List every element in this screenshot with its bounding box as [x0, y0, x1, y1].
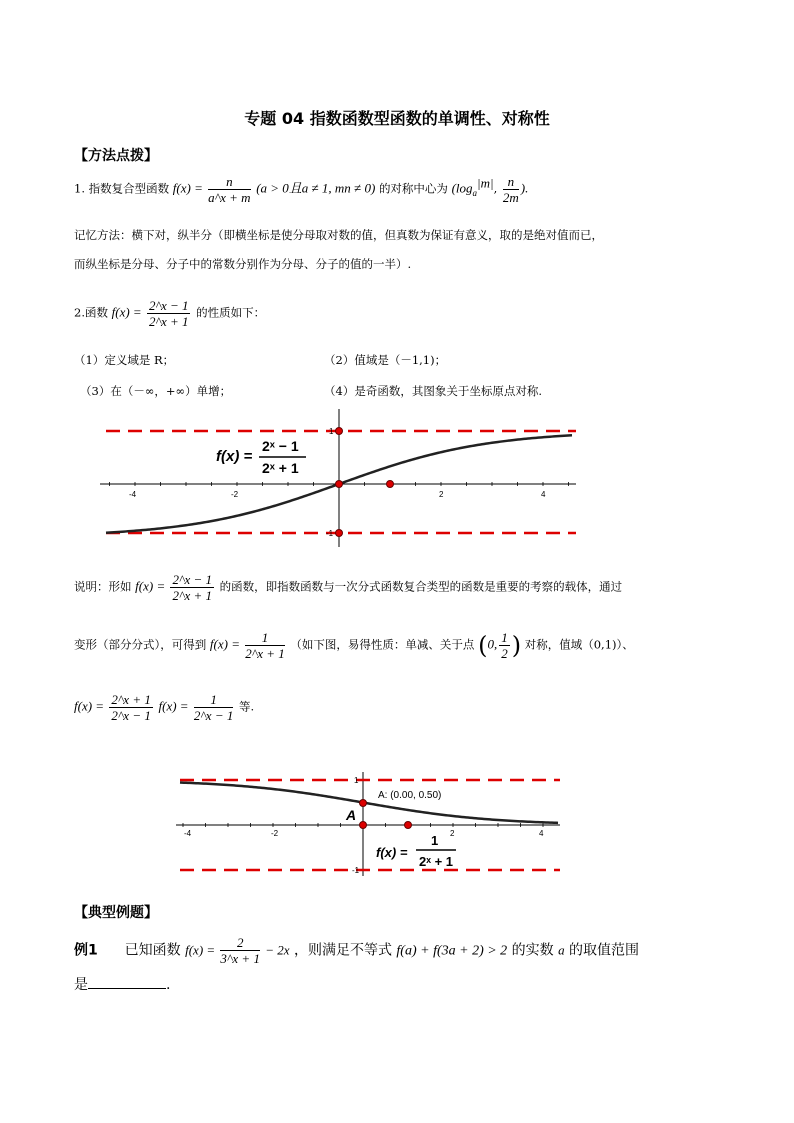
item1-fx: f(x) = — [172, 180, 207, 196]
item1-num: n — [208, 174, 250, 190]
item1-center-log: (log — [451, 180, 473, 196]
graph1-xtick-neg4: -4 — [129, 490, 137, 499]
item2-fx: f(x) = — [111, 304, 145, 320]
note-num2: 1 — [245, 630, 285, 646]
graph2-point-origin — [360, 822, 367, 829]
item1-fraction — [208, 174, 250, 205]
note-num3: 2^x + 1 — [111, 692, 151, 707]
note-den3: 2^x − 1 — [111, 708, 151, 723]
graph1-ytick-top: 1 — [329, 427, 334, 436]
example1-text3: 的实数 — [511, 942, 554, 959]
graph2-formula-num: 1 — [431, 833, 439, 848]
note-num4: 1 — [194, 692, 234, 708]
item1-center-abs: |m| — [477, 175, 494, 191]
item1-center-num: n — [503, 174, 519, 190]
note-fx: f(x) = — [135, 578, 169, 594]
example1-den: 3^x + 1 — [220, 951, 260, 966]
section-examples: 【典型例题】 — [74, 905, 158, 921]
example-1 — [74, 935, 639, 966]
answer-blank[interactable] — [88, 976, 166, 989]
graph2-ytick-bottom: -1 — [352, 866, 360, 875]
note-suffix: 的函数，即指数函数与一次分式函数复合类型的函数是重要的考察的载体，通过 — [219, 579, 623, 594]
item1-center-sub: a — [472, 187, 478, 198]
graph1-xtick-2: 2 — [439, 490, 444, 499]
graph2-formula-label: f(x) = — [376, 845, 408, 860]
graph-2 — [176, 770, 566, 878]
graph1-point-top — [336, 428, 343, 435]
item1-cond: (a > 0且a ≠ 1, mn ≠ 0) — [256, 180, 376, 196]
note-line3-fx: f(x) = — [74, 698, 108, 714]
item2-fraction — [147, 298, 191, 329]
example1-fraction — [220, 935, 260, 966]
page-title: 专题 04 指数函数型函数的单调性、对称性 — [244, 109, 550, 128]
graph1-formula-label: f(x) = — [216, 448, 253, 465]
graph1-point-x — [387, 481, 394, 488]
item2-prefix: 2.函数 — [74, 305, 112, 320]
example1-line2: 是 — [74, 977, 88, 993]
prop-2: （2）值域是（－1,1)； — [324, 353, 447, 367]
graph2-formula-den: 2ˣ + 1 — [419, 854, 454, 869]
item1-prefix: 1. 指数复合型函数 — [74, 181, 173, 196]
memo-line-2: 而纵坐标是分母、分子中的常数分别作为分母、分子的值的一半）. — [74, 257, 412, 271]
item1-den: a^x + m — [208, 190, 251, 205]
note-point-fraction — [499, 630, 510, 661]
graph1-point-bottom — [336, 530, 343, 537]
item-1: 1. 指数复合型函数 f(x) = $\frac{n}{a\^{}x + m}$ (a > 0且a ≠ 1, mn ≠ 0) 的对称中心为 ($\log_a^{|m|}$, $\frac{n}{2m}$ ). — [74, 174, 529, 205]
note-fraction-2 — [245, 630, 285, 661]
note-den4: 2^x − 1 — [193, 708, 234, 723]
note-line2-prefix: 变形（部分分式），可得到 — [74, 637, 210, 652]
prop-3: （3）在（－∞，+∞）单增； — [80, 384, 232, 398]
graph2-A-label: A — [346, 807, 357, 823]
example1-label: 例1 — [74, 942, 98, 959]
note-fraction-4 — [194, 692, 234, 723]
graph2-xtick-4: 4 — [539, 829, 544, 838]
note-line2-suffix: 对称，值域（0,1)）、 — [524, 637, 634, 652]
note-line-2 — [74, 630, 634, 661]
note-fraction — [170, 572, 214, 603]
example1-minus: − 2x — [261, 942, 290, 958]
graph2-curve — [180, 783, 558, 823]
note-line3-suffix: 等. — [239, 699, 255, 714]
item2-num: 2^x − 1 — [148, 298, 189, 313]
example1-fx: f(x) = — [185, 942, 219, 958]
note-den2: 2^x + 1 — [245, 646, 285, 661]
note-paren-open: ( — [478, 631, 488, 660]
item2-den: 2^x + 1 — [148, 314, 189, 329]
graph1-xtick-4: 4 — [541, 490, 546, 499]
item2-suffix: 的性质如下： — [196, 305, 266, 320]
graph2-ytick-top: 1 — [354, 776, 359, 785]
graph2-xtick-neg4: -4 — [184, 829, 192, 838]
note-point-x: 0, — [487, 636, 498, 652]
graph1-point-origin — [336, 481, 343, 488]
item1-center-den: 2m — [502, 190, 519, 205]
example1-var: a — [558, 942, 565, 958]
example1-text4: 的取值范围 — [569, 942, 640, 959]
example-1-line-2 — [74, 974, 170, 994]
graph1-ytick-bottom: -1 — [326, 529, 334, 538]
item1-center-fraction — [503, 174, 519, 205]
note-den: 2^x + 1 — [172, 588, 212, 603]
section-method: 【方法点拨】 — [74, 148, 158, 164]
graph2-xtick-2: 2 — [450, 829, 455, 838]
example1-text1: 已知函数 — [124, 942, 186, 959]
note-num: 2^x − 1 — [172, 572, 212, 587]
graph2-point-label: A: (0.00, 0.50) — [378, 790, 442, 801]
graph1-formula-num: 2ˣ − 1 — [262, 438, 299, 454]
note-paren-close: ) — [511, 631, 522, 660]
note-point-num: 1 — [501, 630, 508, 645]
example1-inequality: f(a) + f(3a + 2) > 2 — [396, 943, 508, 959]
note-point-den: 2 — [501, 646, 508, 661]
graph2-xtick-neg2: -2 — [271, 829, 279, 838]
example1-text2: ，则满足不等式 — [293, 942, 397, 959]
graph1-xtick-neg2: -2 — [231, 490, 239, 499]
graph2-point-x — [405, 822, 412, 829]
graph-1 — [100, 405, 580, 551]
graph1-formula-den: 2ˣ + 1 — [262, 460, 299, 476]
prop-4: （4）是奇函数，其图象关于坐标原点对称. — [324, 384, 542, 398]
note-line-1 — [74, 572, 622, 603]
memo-line-1: 记忆方法：横下对，纵半分（即横坐标是使分母取对数的值，但真数为保证有意义，取的是绝对值而已， — [74, 228, 603, 242]
note-line2-mid: （如下图，易得性质：单减、关于点 — [290, 637, 475, 652]
note-fx2: f(x) = — [209, 636, 244, 652]
note-fraction-3 — [109, 692, 153, 723]
note-line-3 — [74, 692, 254, 723]
example1-end: . — [166, 977, 171, 993]
item-2 — [74, 298, 265, 329]
note-prefix: 说明：形如 — [74, 579, 136, 594]
item1-center-suffix: ). — [520, 180, 529, 196]
graph2-point-A — [360, 800, 367, 807]
item1-mid: 的对称中心为 — [378, 181, 448, 196]
prop-1: （1）定义域是 R； — [74, 353, 175, 367]
example1-num: 2 — [220, 935, 260, 951]
note-line3-fx2: f(x) = — [158, 698, 192, 714]
